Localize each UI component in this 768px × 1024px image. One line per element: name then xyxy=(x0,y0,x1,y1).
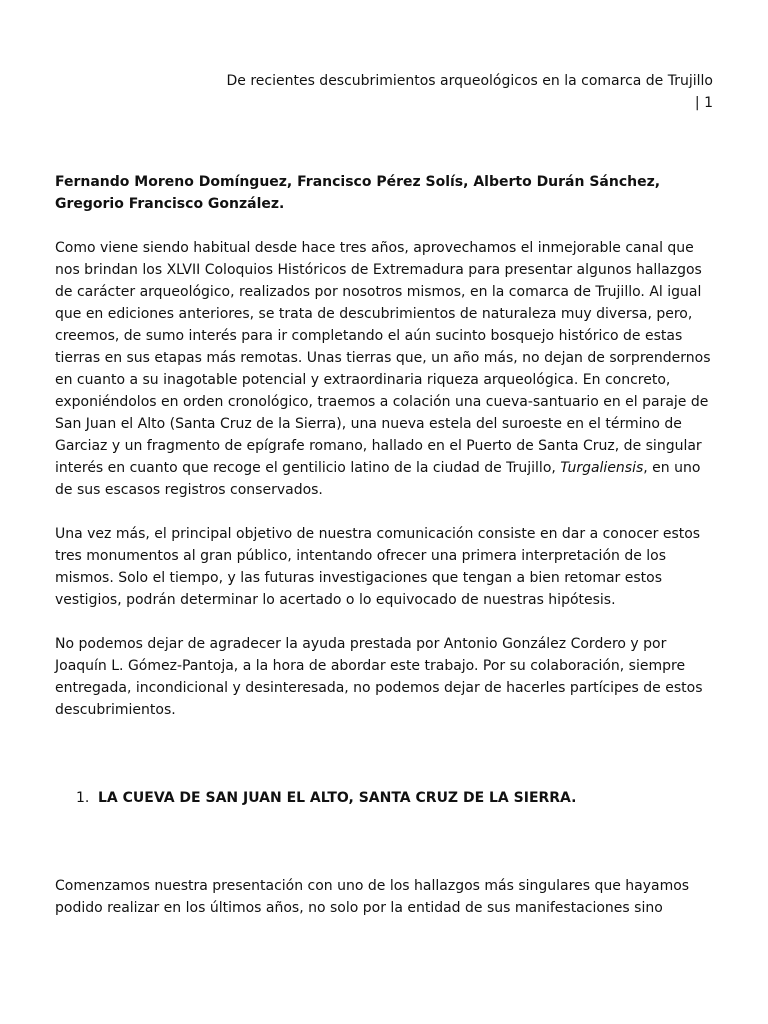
paragraph-intro xyxy=(55,237,715,501)
author-list: Fernando Moreno Domínguez, Francisco Pérez Solís, Alberto Durán Sánchez, Gregorio Francisco González. xyxy=(55,174,661,212)
latin-term: Turgaliensis xyxy=(560,460,644,476)
section-number: 1. xyxy=(76,790,90,806)
section-heading-list xyxy=(55,787,715,809)
paragraph-objective: Una vez más, el principal objetivo de nuestra comunicación consiste en dar a conocer estos tres monumentos al gran público, intentando ofrecer una primera interpretación de los mismos. Solo el tiempo, y las futuras investigaciones que tengan a bien retomar estos vestigios, podrán determinar lo acertado o lo equivocado de nuestras hipótesis. xyxy=(55,526,701,608)
running-header xyxy=(113,70,713,114)
page-number: | 1 xyxy=(694,95,713,111)
header-title: De recientes descubrimientos arqueológicos en la comarca de Trujillo xyxy=(226,73,713,89)
section-title: LA CUEVA DE SAN JUAN EL ALTO, SANTA CRUZ DE LA SIERRA. xyxy=(98,790,577,806)
section-body-paragraph: Comenzamos nuestra presentación con uno de los hallazgos más singulares que hayamos podido realizar en los últimos años, no solo por la entidad de sus manifestaciones sino xyxy=(55,878,690,916)
paragraph-acknowledgements: No podemos dejar de agradecer la ayuda prestada por Antonio González Cordero y por Joaquín L. Gómez-Pantoja, a la hora de abordar este trabajo. Por su colaboración, siempre entregada, incondicional y desinteresada, no podemos dejar de hacerles partícipes de estos descubrimientos. xyxy=(55,636,703,718)
section-heading xyxy=(76,787,715,809)
document-body xyxy=(55,171,715,919)
paragraph-intro-end: , en uno de sus escasos registros conservados. xyxy=(55,460,701,498)
paragraph-intro-text: Como viene siendo habitual desde hace tres años, aprovechamos el inmejorable canal que nos brindan los XLVII Coloquios Históricos de Extremadura para presentar algunos hallazgos de carácter arqueológico, realizados por nosotros mismos, en la comarca de Trujillo. Al igual que en ediciones anteriores, se trata de descubrimientos de naturaleza muy diversa, pero, creemos, de sumo interés para ir completando el aún sucinto bosquejo histórico de estas tierras en sus etapas más remotas. Unas tierras que, un año más, no dejan de sorprendernos en cuanto a su inagotable potencial y extraordinaria riqueza arqueológica. En concreto, exponiéndolos en orden cronológico, traemos a colación una cueva-santuario en el paraje de San Juan el Alto (Santa Cruz de la Sierra), una nueva estela del suroeste en el término de Garciaz y un fragmento de epígrafe romano, hallado en el Puerto de Santa Cruz, de singular interés en cuanto que recoge el gentilicio latino de la ciudad de Trujillo, xyxy=(55,240,711,476)
